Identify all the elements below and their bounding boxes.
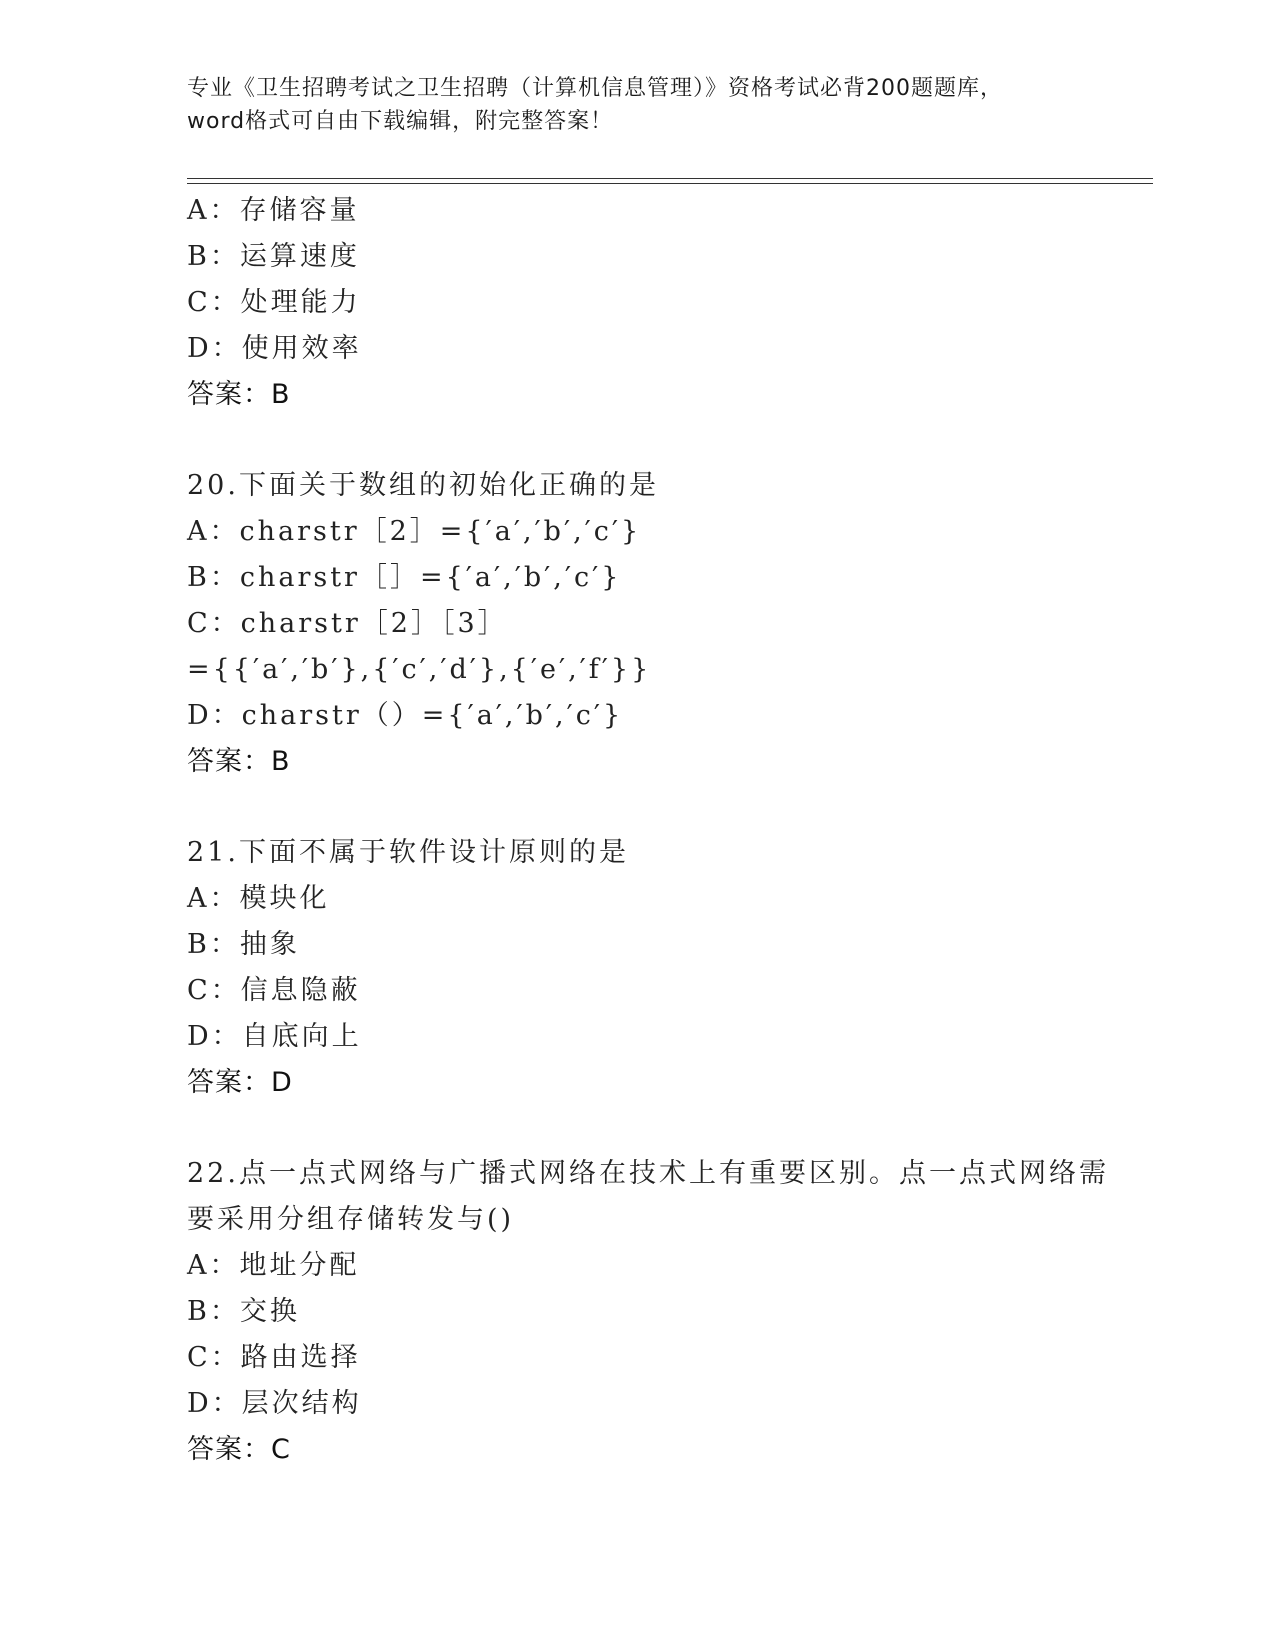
option-d: D：层次结构: [187, 1388, 362, 1419]
question-19: [187, 188, 1147, 418]
option-a: A：存储容量: [187, 195, 360, 226]
option-c: C：路由选择: [187, 1342, 361, 1373]
question-20: [187, 463, 1147, 785]
question-21: [187, 830, 1147, 1106]
header-divider-bottom: [187, 183, 1153, 184]
option-a: A：模块化: [187, 883, 330, 914]
header-line-1: 专业《卫生招聘考试之卫生招聘（计算机信息管理）》资格考试必背200题题库，: [187, 76, 1003, 101]
option-d: D：自底向上: [187, 1021, 362, 1052]
option-b: B：运算速度: [187, 241, 360, 272]
option-c: C：charstr［2］［3］: [187, 608, 508, 639]
header-divider-top: [187, 178, 1153, 179]
option-a: A：charstr［2］={′a′,′b′,′c′}: [187, 516, 642, 547]
answer: 答案：B: [187, 379, 291, 410]
answer: 答案：C: [187, 1434, 291, 1465]
option-b: B：抽象: [187, 929, 300, 960]
answer: 答案：D: [187, 1067, 293, 1098]
question-text-line-2: 要采用分组存储转发与(): [187, 1204, 515, 1235]
option-d: D：使用效率: [187, 333, 362, 364]
header-line-2: word格式可自由下载编辑，附完整答案！: [187, 109, 614, 134]
option-a: A：地址分配: [187, 1250, 360, 1281]
option-c: C：信息隐蔽: [187, 975, 361, 1006]
answer: 答案：B: [187, 746, 291, 777]
option-c: C：处理能力: [187, 287, 361, 318]
question-22: [187, 1151, 1147, 1473]
question-text-line-1: 22.点一点式网络与广播式网络在技术上有重要区别。点一点式网络需: [187, 1158, 1109, 1189]
option-c-continued: ={{′a′,′b′},{′c′,′d′},{′e′,′f′}}: [187, 654, 652, 685]
question-text: 21.下面不属于软件设计原则的是: [187, 837, 629, 868]
question-list: [187, 188, 1147, 1518]
option-d: D：charstr（）={′a′,′b′,′c′}: [187, 700, 624, 731]
option-b: B：交换: [187, 1296, 300, 1327]
question-text: 20.下面关于数组的初始化正确的是: [187, 470, 659, 501]
option-b: B：charstr［］={′a′,′b′,′c′}: [187, 562, 622, 593]
document-header: [187, 72, 1087, 138]
